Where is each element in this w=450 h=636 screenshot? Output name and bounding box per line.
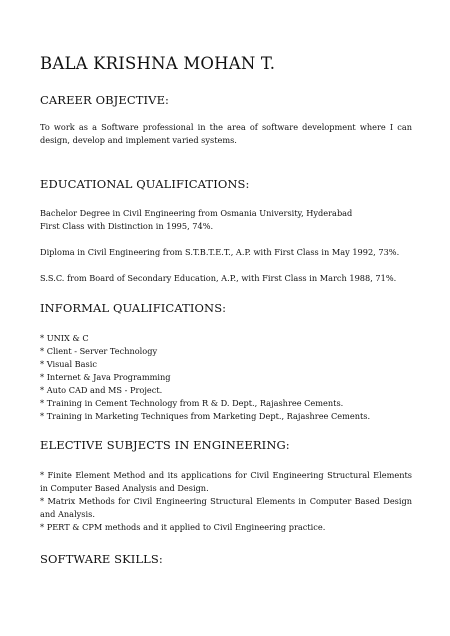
list-item: * Auto CAD and MS - Project. xyxy=(40,385,163,395)
ssc-line: S.S.C. from Board of Secondary Education, A.P., with First Class in March 1988, 71%. xyxy=(40,273,397,283)
degree-line-2: First Class with Distinction in 1995, 74%. xyxy=(40,221,214,231)
list-item: * Visual Basic xyxy=(40,359,97,369)
list-item: * Client - Server Technology xyxy=(40,346,158,356)
candidate-name: BALA KRISHNA MOHAN T. xyxy=(40,54,276,73)
list-item: * UNIX & C xyxy=(40,333,89,343)
career-objective-heading: CAREER OBJECTIVE: xyxy=(40,93,170,107)
software-skills-heading: SOFTWARE SKILLS: xyxy=(40,552,163,566)
diploma-line: Diploma in Civil Engineering from S.T.B.T.E.T., A.P. with First Class in May 1992, 73%. xyxy=(40,247,400,257)
elective-subject-2: * Matrix Methods for Civil Engineering Structural Elements in Computer Based Design and Analysis. xyxy=(40,496,412,519)
elective-subject-1: * Finite Element Method and its applications for Civil Engineering Structural Elements in Computer Based Analysis and Design. xyxy=(40,470,412,493)
career-objective-text: To work as a Software professional in the area of software development where I can design, develop and implement varied systems. xyxy=(40,122,412,145)
informal-qualifications-list xyxy=(40,332,412,423)
degree-line-1: Bachelor Degree in Civil Engineering from Osmania University, Hyderabad xyxy=(40,208,353,218)
elective-subject-3: * PERT & CPM methods and it applied to Civil Engineering practice. xyxy=(40,522,326,532)
list-item: * Internet & Java Programming xyxy=(40,372,171,382)
elective-subjects-heading: ELECTIVE SUBJECTS IN ENGINEERING: xyxy=(40,438,290,452)
list-item: * Training in Cement Technology from R & D. Dept., Rajashree Cements. xyxy=(40,398,344,408)
educational-qualifications-heading: EDUCATIONAL QUALIFICATIONS: xyxy=(40,177,250,191)
list-item: * Training in Marketing Techniques from Marketing Dept., Rajashree Cements. xyxy=(40,411,371,421)
informal-qualifications-heading: INFORMAL QUALIFICATIONS: xyxy=(40,301,227,315)
